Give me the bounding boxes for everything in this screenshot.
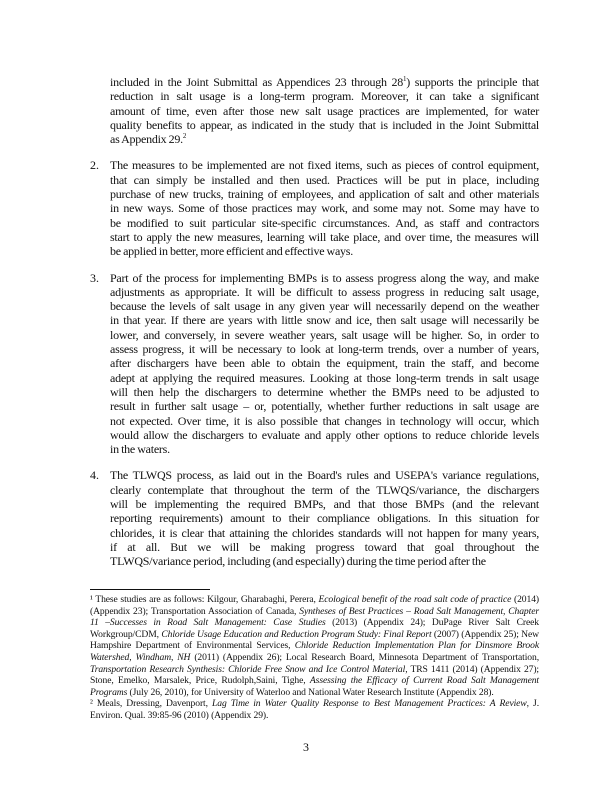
text-line: not expected. Over time, it is also possible that changes in technology will occur, which: [110, 413, 539, 428]
footnote-text: (2014) (Appendix 23); Transportation Association of Canada,: [90, 594, 539, 617]
footnote-text: (2007) (Appendix 25); New Hampshire Department of Environmental Services,: [90, 628, 539, 652]
footnote-2: [90, 698, 539, 721]
footnote-text: (2013) (Appendix 24); DuPage River Salt Creek Workgroup/CDM,: [90, 617, 539, 640]
text-line: quality benefits to appear, as indicated in the study that is included in the Joint Submittal: [110, 117, 539, 132]
text-line: chlorides, it is clear that attaining the chlorides standards will not happen for many years,: [110, 525, 539, 540]
list-number: 3.: [90, 270, 99, 285]
text-line: start to apply the new measures, learning will take place, and over time, the measures will: [110, 229, 539, 244]
text-line: TLWQS/variance period, including (and especially) during the time period after the: [110, 554, 486, 569]
text-line: adept at applying the required measures. Looking at those long-term trends in salt usage: [110, 370, 539, 385]
footnote-text: (2011) (Appendix 26); Local Research Board, Minnesota Department of Transportation,: [190, 651, 539, 663]
citation-title: Assessing the Efficacy of Current Road Salt Management Programs: [90, 675, 539, 698]
footnote-text: , TRS 1411 (2014) (Appendix 27); Stone, Emelko, Marsalek, Price, Rudolph,Saini, Tighe,: [90, 663, 539, 687]
citation-title: Chloride Reduction Implementation Plan for Dinsmore Brook Watershed, Windham, NH: [90, 640, 539, 663]
text-line: Part of the process for implementing BMPs is to assess progress along the way, and make: [110, 270, 539, 285]
text-line: after dischargers have been able to obtain the equipment, train the staff, and become: [110, 356, 539, 371]
text-line: be modified to suit particular site-specific circumstances. And, as staff and contractors: [110, 215, 539, 230]
body-text: [90, 75, 539, 581]
text-line: if at all. But we will be making progress toward that goal throughout the: [110, 539, 539, 554]
paragraph-3: [90, 270, 539, 457]
text-line: The measures to be implemented are not fixed items, such as pieces of control equipment,: [110, 158, 539, 173]
list-number: 2.: [90, 158, 99, 173]
text-line: because the levels of salt usage in any given year will necessarily depend on the weather: [110, 299, 539, 314]
text-line: purchase of new trucks, training of employees, and application of salt and other materials: [110, 187, 539, 202]
citation-title: Chloride Usage Education and Reduction Program Study: Final Report: [161, 628, 432, 640]
paragraph-4: [90, 468, 539, 569]
citation-title: Transportation Research Synthesis: Chloride Free Snow and Ice Control Material: [90, 663, 406, 675]
footnote-text: ² Meals, Dressing, Davenport,: [90, 698, 213, 710]
text-line: The TLWQS process, as laid out in the Board's rules and USEPA's variance regulations,: [110, 468, 539, 483]
paragraph-1: [110, 75, 539, 146]
text-line: would allow the dischargers to evaluate and apply other options to reduce chloride levels: [110, 427, 539, 442]
footnotes: [90, 594, 539, 722]
text-line: in that year. If there are years with little snow and ice, then salt usage will necessarily be: [110, 313, 539, 328]
text-line: lower, and conversely, in severe weather years, salt usage will be higher. So, in order to: [110, 327, 539, 342]
text-line: reporting requirements) amount to their compliance obligations. In this situation for: [110, 511, 539, 526]
text-line: will be implementing the required BMPs, and that those BMPs (and the relevant: [110, 497, 539, 512]
footnote-ref[interactable]: 2: [182, 132, 187, 141]
footnote-1: [90, 594, 539, 698]
text-line: clearly contemplate that throughout the term of the TLWQS/variance, the dischargers: [110, 482, 539, 497]
footnote-text: (July 26, 2010), for University of Waterloo and National Water Research Institute (Appendix 28).: [127, 686, 494, 698]
text-line: result in further salt usage – or, potentially, whether further reductions in salt usage are: [110, 399, 539, 414]
text-line: included in the Joint Submittal as Appendices 23 through $28^1$) supports the principle that: [110, 75, 539, 89]
text-line: as Appendix 29.$^2$: [110, 132, 187, 147]
text-line: amount of time, even after those new salt usage practices are implemented, for water: [110, 103, 539, 118]
text-line: adjustments as appropriate. It will be difficult to assess progress in reducing salt usage,: [110, 284, 539, 299]
footnote-ref[interactable]: 1: [402, 75, 407, 83]
text-line: be applied in better, more efficient and effective ways.: [110, 244, 353, 259]
footnote-text: , J. Environ. Qual. 39:85-96 (2010) (Appendix 29).: [90, 698, 539, 721]
text-line: that can simply be installed and then used. Practices will be put in place, including: [110, 172, 539, 187]
page-number: 3: [303, 740, 309, 754]
citation-title: Ecological benefit of the road salt code of practice: [318, 594, 512, 605]
text-line: assess progress, it will be necessary to look at long-term trends, over a number of years,: [110, 342, 539, 357]
footnote-separator: [90, 589, 210, 590]
text-line: in the waters.: [110, 442, 170, 457]
footnote-text: ¹ These studies are as follows: Kilgour, Gharabaghi, Perera,: [90, 594, 319, 605]
citation-title: Syntheses of Best Practices – Road Salt Management, Chapter 11 –Successes in Road Salt Management: Case Studies: [90, 605, 539, 629]
text-line: reduction in salt usage is a long-term program. Moreover, it can take a significant: [110, 89, 539, 104]
citation-title: Lag Time in Water Quality Response to Best Management Practices: A Review: [212, 698, 527, 710]
paragraph-2: [90, 158, 539, 259]
text-line: will then help the dischargers to determine whether the BMPs need to be adjusted to: [110, 384, 539, 399]
list-number: 4.: [90, 468, 99, 483]
text-line: in new ways. Some of those practices may work, and some may not. Some may have to: [110, 201, 539, 216]
